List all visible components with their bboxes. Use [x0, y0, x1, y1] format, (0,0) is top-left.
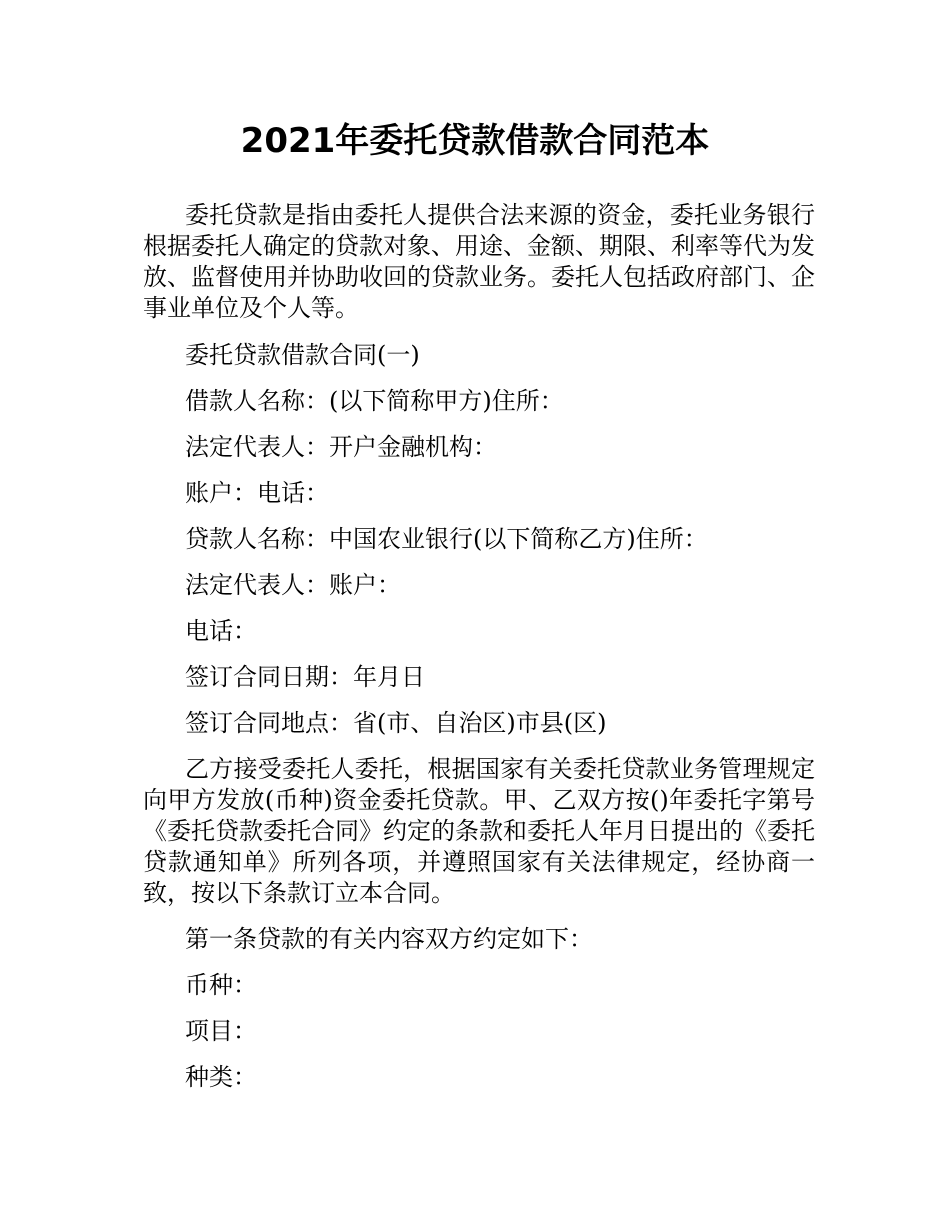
paragraph-intro: 委托贷款是指由委托人提供合法来源的资金，委托业务银行根据委托人确定的贷款对象、用途、金额、期限、利率等代为发放、监督使用并协助收回的贷款业务。委托人包括政府部门、企事业单位及个人等。: [143, 201, 815, 322]
paragraph-currency: 币种：: [185, 971, 257, 999]
document-title: 2021年委托贷款借款合同范本: [240, 121, 710, 161]
paragraph-lender-representative: 法定代表人：账户：: [185, 571, 401, 599]
paragraph-signing-date: 签订合同日期：年月日: [185, 663, 425, 691]
paragraph-lender-phone: 电话：: [185, 617, 257, 645]
paragraph-contract-heading: 委托贷款借款合同(一): [185, 341, 420, 369]
paragraph-article-one: 第一条贷款的有关内容双方约定如下：: [185, 925, 593, 953]
paragraph-project: 项目：: [185, 1017, 257, 1045]
paragraph-preamble: 乙方接受委托人委托，根据国家有关委托贷款业务管理规定向甲方发放(币种)资金委托贷款。甲、乙双方按()年委托字第号《委托贷款委托合同》约定的条款和委托人年月日提出的《委托贷款通知单》所列各项，并遵照国家有关法律规定，经协商一致，按以下条款订立本合同。: [143, 755, 815, 907]
document-body: [143, 200, 815, 1108]
paragraph-signing-place: 签订合同地点：省(市、自治区)市县(区): [185, 709, 607, 737]
paragraph-type: 种类：: [185, 1063, 257, 1091]
paragraph-borrower-account: 账户：电话：: [185, 479, 329, 507]
paragraph-borrower-name: 借款人名称：(以下简称甲方)住所：: [185, 387, 564, 415]
paragraph-lender-name: 贷款人名称：中国农业银行(以下简称乙方)住所：: [185, 525, 708, 553]
paragraph-borrower-representative: 法定代表人：开户金融机构：: [185, 433, 497, 461]
